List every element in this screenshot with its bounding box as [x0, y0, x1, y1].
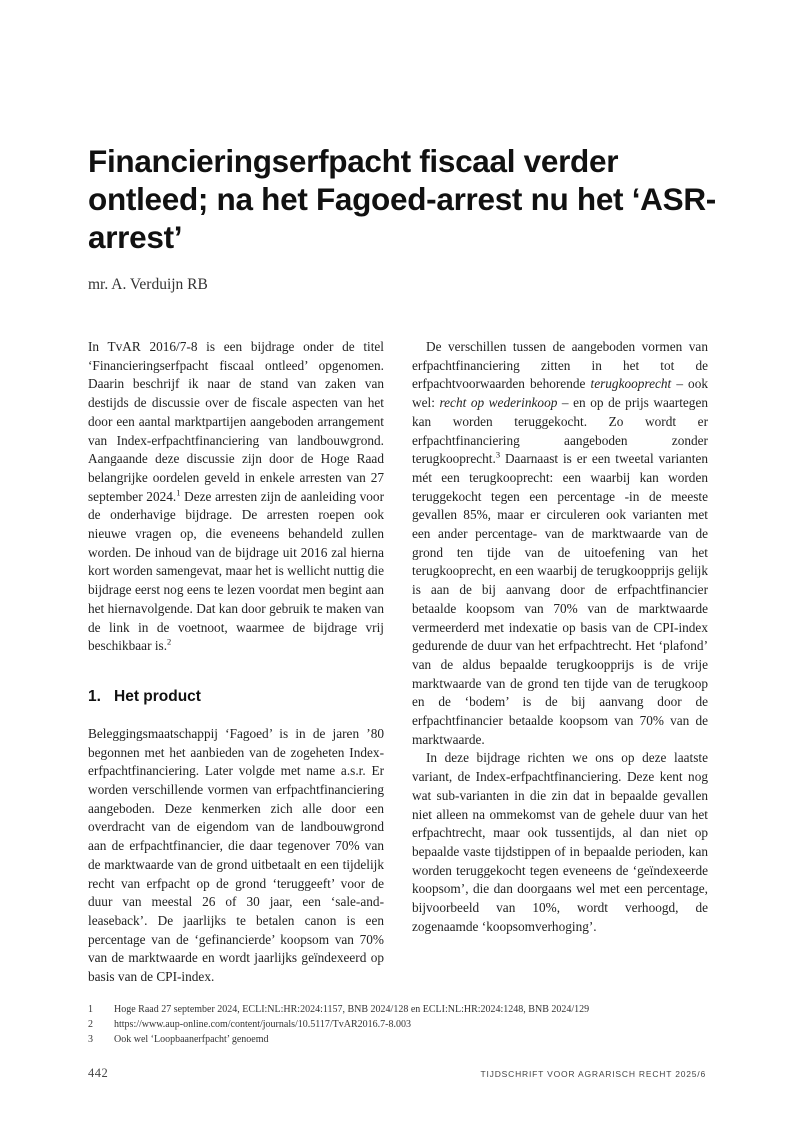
intro-paragraph: In TvAR 2016/7-8 is een bijdrage onder de titel ‘Financieringserfpacht fiscaal ontleed’ opgenomen. Daarin beschrijf ik naar de stand van zaken van destijds de discussie over de fiscale aspecten van het door een aantal marktpartijen aangeboden arrangement van Index-erfpachtfinanciering van landbouwgrond. Aangaande deze discussie zijn door de Hoge Raad belangrijke oordelen geveld in enkele arresten van 27 september 2024.$^1$ Deze arresten zijn de aanleiding voor de onderhavige bijdrage. De arresten roepen ook nieuwe vragen op, die eveneens behandeld zullen worden. De inhoud van de bijdrage uit 2016 zal hierna kort worden samengevat, maar het is wellicht nuttig die bijdrage eerst nog eens te lezen voordat men begint aan het hiernavolgende. Dat kan door gebruik te maken van de link in de voetnoot, waarmee de bijdrage vrij beschikbaar is.$^2$ [88, 339, 385, 654]
term-terugkooprecht: terugkooprecht [590, 376, 672, 392]
footnote-1 [88, 1002, 728, 1017]
footnote-number: 1 [88, 1004, 93, 1015]
footnote-ref-3[interactable]: 3 [495, 449, 501, 460]
section-number: 1. [88, 687, 101, 705]
footnote-link[interactable]: https://www.aup-online.com/content/journals/10.5117/TvAR2016.7-8.003 [114, 1019, 412, 1030]
footnote-2 [88, 1017, 728, 1032]
footnote-3 [88, 1032, 728, 1047]
column-right [412, 338, 708, 937]
section-title: Het product [114, 687, 201, 705]
author-name: mr. A. Verduijn RB [88, 276, 208, 293]
footnote-text: Ook wel ‘Loopbaanerfpacht’ genoemd [114, 1034, 269, 1045]
footnote-number: 2 [88, 1019, 93, 1030]
term-recht-op-wederinkoop: recht op wederinkoop [439, 395, 558, 411]
footnote-text: Hoge Raad 27 september 2024, ECLI:NL:HR:2024:1157, BNB 2024/128 en ECLI:NL:HR:2024:1248, BNB 2024/129 [114, 1004, 590, 1015]
section-heading-1 [88, 687, 384, 707]
section-paragraph-1: Beleggingsmaatschappij ‘Fagoed’ is in de jaren ’80 begonnen met het aanbieden van de zogeheten Index-erfpachtfinanciering. Later volgde met name a.s.r. Er worden verschillende vormen van erfpachtfinanciering aangeboden. Deze kenmerken zich alle door een overdracht van de eigendom van de landbouwgrond aan de erfpachtfinancier, die daar tegenover 70% van de marktwaarde van de grond uitbetaalt en een tijdelijk recht van erfpacht op de grond ‘teruggeeft’ voor de duur van meestal 26 of 30 jaar, een ‘sale-and-leaseback’. De jaarlijks te betalen canon is een percentage van de ‘gefinancierde’ koopsom van 70% van de marktwaarde en wordt jaarlijks geïndexeerd op basis van de CPI-index. [88, 725, 384, 985]
column-left [88, 338, 384, 987]
article-title: Financieringserfpacht fiscaal verder ontleed; na het Fagoed-arrest nu het ‘ASR-arrest’ [88, 143, 716, 255]
page-number: 442 [88, 1066, 109, 1080]
section-paragraph-3: In deze bijdrage richten we ons op deze laatste variant, de Index-erfpachtfinanciering. Deze kent nog wat sub-varianten in die zin dat in bepaalde gevallen niet alleen na ommekomst van de gehele duur van het erfpachtrecht, maar ook tussentijds, al dan niet op bepaalde vaste tijdstippen of in bepaalde perioden, kan worden teruggekocht tegen eveneens de ‘geïndexeerde koopsom’, die dan doorgaans wel met een percentage, bijvoorbeeld van 10%, wordt verhoogd, de zogenaamde ‘koopsomverhoging’. [412, 750, 708, 934]
footnote-number: 3 [88, 1034, 93, 1045]
journal-name: TIJDSCHRIFT VOOR AGRARISCH RECHT 2025/6 [480, 1069, 706, 1079]
footnotes [88, 1002, 728, 1047]
footnote-ref-1[interactable]: 1 [176, 487, 181, 498]
footnote-ref-2[interactable]: 2 [167, 636, 172, 647]
section-paragraph-2: De verschillen tussen de aangeboden vormen van erfpachtfinanciering zitten in het tot de erfpachtvoorwaarden behorende terugkooprecht – ook wel: recht op wederinkoop – en op de prijs waartegen kan worden teruggekocht. Zo wordt er erfpachtfinanciering aangeboden zonder terugkooprecht.$^3$ Daarnaast is er een tweetal varianten mét een terugkooprecht: een waarbij kan worden teruggekocht tegen een percentage -in de meeste gevallen 85%, maar er circuleren ook varianten met een ander percentage- van de marktwaarde van de grond ten tijde van de uitoefening van het terugkooprecht, en een waarbij de terugkoopprijs gelijk is aan de bij aanvang door de erfpachtfinancier betaalde koopsom van 70% van de marktwaarde vermeerderd met indexatie op basis van de CPI-index gedurende de duur van het erfpachtrecht. Het ‘plafond’ van de aldus bepaalde terugkoopprijs is de vrije marktwaarde van de grond ten tijde van de terugkoop en de ‘bodem’ is de bij aanvang door de erfpachtfinancier betaalde koopsom van 70% van de marktwaarde. [412, 339, 708, 747]
page-footer [88, 1066, 706, 1081]
